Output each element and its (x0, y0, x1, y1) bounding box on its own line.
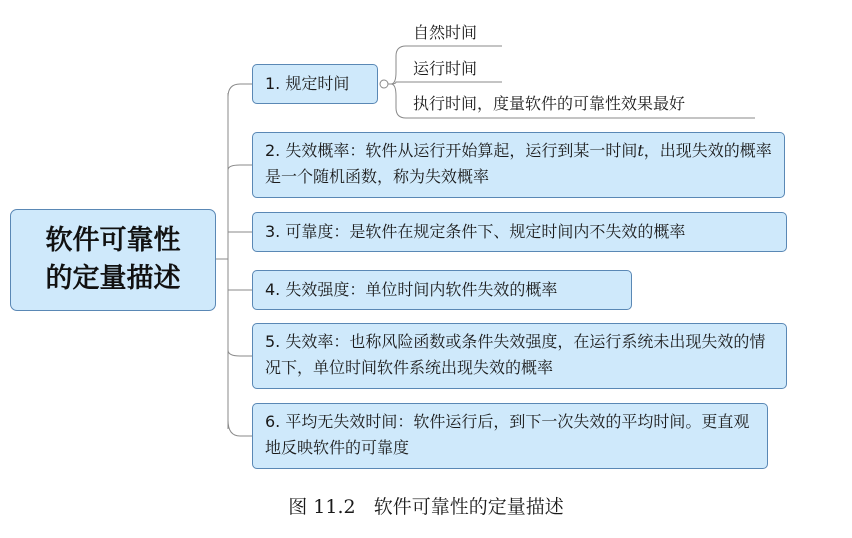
connector-branch-2 (228, 165, 252, 170)
figure-number: 图 11.2 (288, 496, 356, 518)
connector-leaf-2 (391, 82, 502, 84)
branch-node-5[interactable] (252, 323, 787, 389)
branch-6-label: 6. 平均无失效时间：软件运行后，到下一次失效的平均时间。更直观地反映软件的可靠度 (265, 412, 750, 457)
leaf-run-time[interactable]: 运行时间 (413, 59, 478, 78)
branch-node-1[interactable] (252, 64, 378, 104)
branch-1-label: 1. 规定时间 (265, 74, 350, 93)
collapse-toggle (380, 80, 388, 88)
leaf-exec-time[interactable]: 执行时间，度量软件的可靠性效果最好 (413, 94, 686, 113)
connector-branch-1 (228, 84, 252, 97)
connector-branch-6 (228, 420, 252, 436)
branch-4-label: 4. 失效强度：单位时间内软件失效的概率 (265, 280, 558, 299)
branch-node-6[interactable] (252, 403, 768, 469)
branch-2-variable: t (637, 141, 644, 160)
branch-3-label: 3. 可靠度：是软件在规定条件下、规定时间内不失效的概率 (265, 222, 686, 241)
figure-caption (0, 492, 852, 519)
branch-node-2[interactable] (252, 132, 785, 198)
branch-node-4[interactable] (252, 270, 632, 310)
branch-2-label-after: ，出现失效的概率是一个随机函数，称为失效概率 (265, 141, 772, 186)
root-node[interactable]: 软件可靠性 的定量描述 (10, 209, 216, 311)
branch-5-label: 5. 失效率：也称风险函数或条件失效强度，在运行系统未出现失效的情况下，单位时间软件系统出现失效的概率 (265, 332, 766, 377)
branch-2-label-before: 2. 失效概率：软件从运行开始算起，运行到某一时间 (265, 141, 638, 160)
branch-node-3[interactable] (252, 212, 787, 252)
figure-title: 软件可靠性的定量描述 (373, 496, 564, 518)
connector-branch-5 (228, 350, 252, 356)
leaf-natural-time[interactable]: 自然时间 (413, 23, 478, 42)
